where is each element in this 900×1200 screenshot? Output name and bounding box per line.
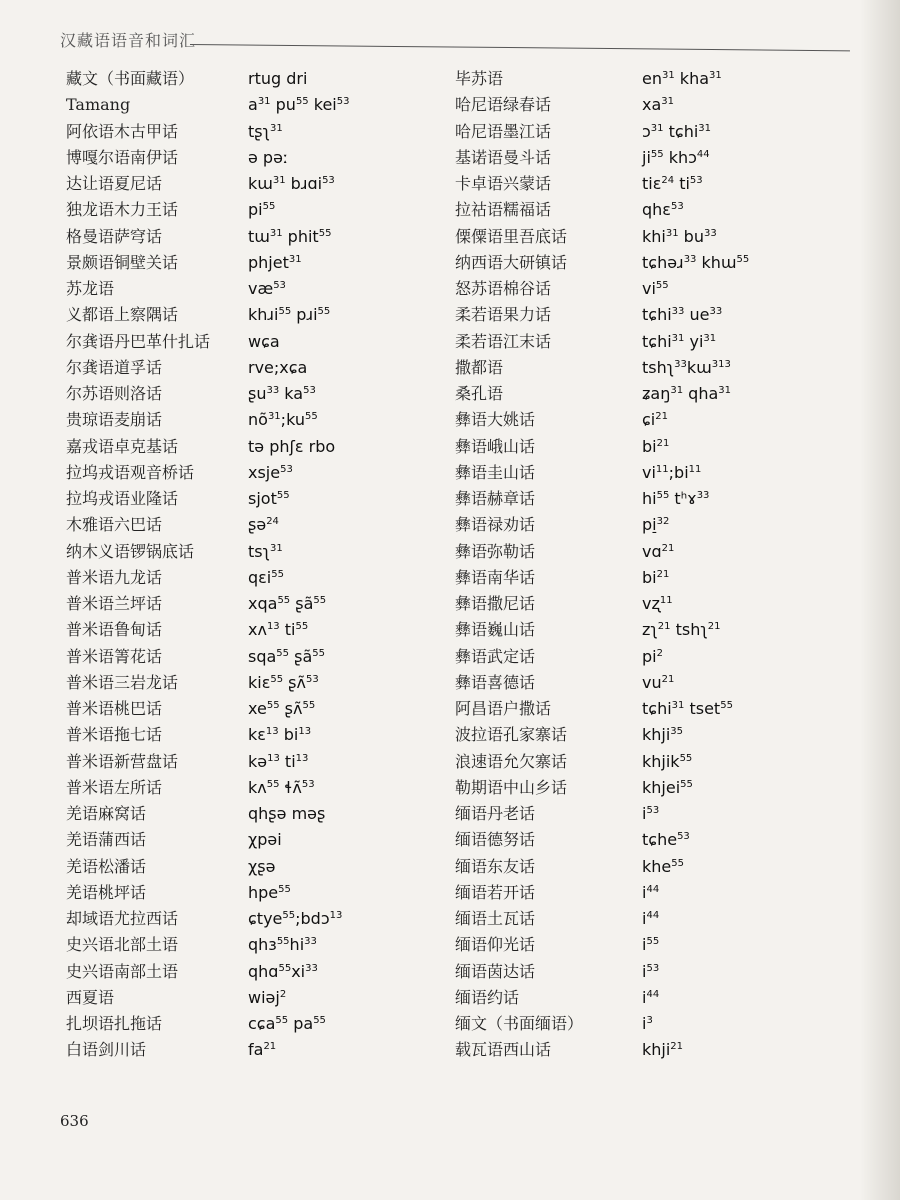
dialect-name: 普米语箐花话 [66, 646, 163, 666]
entry-row [455, 119, 875, 145]
dialect-name: 波拉语孔家寨话 [455, 725, 568, 745]
entry-row [455, 381, 875, 407]
running-header-title: 汉藏语语音和词汇 [60, 31, 197, 50]
dialect-name: 藏文（书面藏语） [66, 69, 195, 88]
word-form: $i^{53}$ [642, 961, 660, 981]
dialect-name: 嘉戎语卓克基话 [66, 436, 179, 456]
entry-row [455, 775, 875, 801]
dialect-name: 勒期语中山乡话 [455, 777, 568, 797]
header-rule [190, 44, 850, 51]
word-form: qhɛ$^{53}$ [642, 200, 684, 220]
word-form: khi$^{31}$ $bu^{33}$ [642, 226, 717, 246]
entry-row [455, 565, 875, 591]
dialect-name: 缅语东友话 [455, 856, 536, 876]
entry-row [66, 66, 446, 92]
entry-row [66, 539, 446, 565]
dialect-name: 缅语约话 [455, 987, 520, 1007]
word-form: cɕa$^{55}$ $pa^{55}$ [248, 1014, 326, 1033]
dialect-name: 彝语喜德话 [455, 672, 536, 692]
word-form: wɕa [248, 331, 280, 351]
word-form: tɕhe$^{53}$ [642, 830, 690, 850]
word-form: $vu^{21}$ [642, 672, 675, 692]
word-form: vʐ$^{11}$ [642, 594, 673, 613]
dialect-name: 西夏语 [66, 987, 115, 1007]
word-form: $vi^{55}$ [642, 279, 669, 298]
word-form: $i^{55}$ [642, 935, 660, 955]
dialect-name: 彝语南华话 [455, 567, 536, 587]
word-form: $en^{31}$ kha$^{31}$ [642, 69, 722, 88]
dialect-name: Tamang [66, 95, 131, 115]
word-form: ʂu$^{33}$ $ka^{53}$ [248, 384, 316, 403]
dialect-name: 哈尼语墨江话 [455, 121, 552, 141]
dialect-name: 拉祜语糯福话 [455, 200, 552, 220]
entry-row [455, 749, 875, 775]
word-form: $qhɜ^{55}hi^{33}$ [248, 935, 317, 955]
dialect-name: 普米语新营盘话 [66, 751, 179, 771]
entry-row [455, 906, 875, 932]
word-form: rtug dri [248, 69, 308, 88]
word-form: khɹi$^{55}$ pɹi$^{55}$ [248, 305, 331, 325]
entry-row [455, 539, 875, 565]
word-form: $fa^{21}$ [248, 1040, 277, 1060]
dialect-name: 彝语巍山话 [455, 620, 536, 640]
entry-row [66, 775, 446, 801]
entry-row [66, 355, 446, 381]
entry-row [455, 801, 875, 827]
dialect-name: 载瓦语西山话 [455, 1040, 552, 1060]
word-form: tɕhi$^{31}$ tset$^{55}$ [642, 699, 733, 718]
word-form: tshʅ$^{33}$kɯ$^{313}$ [642, 357, 731, 377]
word-form: sjot$^{55}$ [248, 489, 290, 508]
dialect-name: 普米语鲁甸话 [66, 620, 163, 640]
word-form: ɔ$^{31}$ tɕhi$^{31}$ [642, 121, 712, 141]
word-form: ɕtye$^{55}$;bdɔ$^{13}$ [248, 909, 343, 928]
dialect-name: 缅语仰光话 [455, 935, 536, 955]
word-form: $i^{53}$ [642, 804, 660, 823]
dialect-name: 史兴语南部土语 [66, 961, 179, 981]
dialect-name: 羌语蒲西话 [66, 830, 147, 850]
right-column [455, 66, 875, 1064]
dialect-name: 博嘎尔语南伊话 [66, 147, 179, 167]
dialect-name: 彝语圭山话 [455, 462, 536, 482]
word-form: $xa^{31}$ [642, 95, 675, 115]
word-form: xʌ$^{13}$ $ti^{55}$ [248, 620, 309, 640]
dialect-name: 阿依语木古甲话 [66, 121, 179, 141]
word-form: $hi^{55}$ tʰɤ$^{33}$ [642, 489, 710, 508]
entry-row [66, 224, 446, 250]
word-form: xsje$^{53}$ [248, 462, 293, 482]
entry-row [455, 1011, 875, 1037]
word-form: $xe^{55}$ ʂʌ̃$^{55}$ [248, 699, 316, 718]
dialect-name: 阿昌语户撒话 [455, 699, 552, 718]
entry-row [66, 381, 446, 407]
entry-row [455, 302, 875, 328]
dialect-name: 史兴语北部土语 [66, 935, 179, 955]
dialect-name: 苏龙语 [66, 279, 115, 298]
entry-row [66, 197, 446, 223]
dialect-name: 格曼语萨穹话 [66, 226, 163, 246]
entry-row [66, 565, 446, 591]
entry-row [455, 512, 875, 538]
entry-row [66, 696, 446, 722]
entry-row [66, 512, 446, 538]
word-form: kɛ$^{13}$ $bi^{13}$ [248, 725, 312, 745]
word-form: ə pəː [248, 147, 289, 167]
dialect-name: 普米语九龙话 [66, 567, 163, 587]
dialect-name: 景颇语铜壁关话 [66, 252, 179, 272]
word-form: tɕhəɹ$^{33}$ khɯ$^{55}$ [642, 252, 750, 272]
entry-row [66, 617, 446, 643]
dialect-name: 彝语弥勒话 [455, 541, 536, 561]
word-form: ʑaŋ$^{31}$ qha$^{31}$ [642, 384, 731, 403]
word-form: $i^3$ [642, 1014, 653, 1033]
word-form: $væ^{53}$ [248, 279, 286, 298]
entry-row [455, 1037, 875, 1063]
dialect-name: 柔若语果力话 [455, 305, 552, 325]
dialect-name: 毕苏语 [455, 69, 504, 88]
entry-row [66, 1011, 446, 1037]
dialect-name: 白语剑川话 [66, 1040, 147, 1060]
entry-row [455, 197, 875, 223]
entry-row [66, 670, 446, 696]
entry-row [66, 302, 446, 328]
entry-row [66, 250, 446, 276]
entry-row [66, 932, 446, 958]
dialect-name: 缅语土瓦话 [455, 909, 536, 928]
dialect-name: 纳木义语锣锅底话 [66, 541, 195, 561]
entry-row [455, 486, 875, 512]
word-form: khjik$^{55}$ [642, 751, 693, 771]
word-form: $pi^{55}$ [248, 200, 276, 220]
entry-row [66, 434, 446, 460]
dialect-name: 拉坞戎语业隆话 [66, 489, 179, 508]
entry-row [66, 722, 446, 748]
entry-row [66, 407, 446, 433]
entry-row [66, 644, 446, 670]
dialect-name: 贵琼语麦崩话 [66, 410, 163, 430]
entry-row [455, 329, 875, 355]
entry-row [455, 696, 875, 722]
dialect-name: 浪速语允欠寨话 [455, 751, 568, 771]
word-form: tɕhi$^{33}$ $ue^{33}$ [642, 305, 723, 325]
word-form: wiəj$^2$ [248, 987, 287, 1007]
word-form: sqa$^{55}$ ʂã$^{55}$ [248, 646, 325, 666]
dialect-name: 独龙语木力王话 [66, 200, 179, 220]
word-form: χʂə [248, 856, 276, 876]
entry-row [455, 92, 875, 118]
entry-row [455, 854, 875, 880]
word-form: $i^{44}$ [642, 882, 660, 902]
entry-row [66, 749, 446, 775]
word-form: $qhɑ^{55}xi^{33}$ [248, 961, 318, 981]
word-form: ɕi$^{21}$ [642, 410, 668, 430]
word-form: tə phʃɛ rbo [248, 436, 336, 456]
dialect-name: 普米语拖七话 [66, 725, 163, 745]
word-form: khji$^{35}$ [642, 725, 684, 745]
word-form: kɯ$^{31}$ bɹɑi$^{53}$ [248, 174, 335, 193]
word-form: kʌ$^{55}$ ɬʌ̃$^{53}$ [248, 777, 315, 797]
entry-row [455, 224, 875, 250]
dialect-name: 缅语茵达话 [455, 961, 536, 981]
dialect-name: 彝语撒尼话 [455, 594, 536, 613]
dialect-name: 卡卓语兴蒙话 [455, 174, 552, 193]
word-form: qhʂə məʂ [248, 804, 326, 823]
entry-row [455, 644, 875, 670]
word-form: $a^{31}$ $pu^{55}$ kei$^{53}$ [248, 95, 350, 115]
word-form: khe$^{55}$ [642, 856, 684, 876]
left-column [66, 66, 446, 1064]
dialect-name: 尔龚语道孚话 [66, 357, 163, 377]
entry-row [66, 329, 446, 355]
entry-row [455, 985, 875, 1011]
entry-row [455, 407, 875, 433]
dialect-name: 却域语尤拉西话 [66, 909, 179, 928]
entry-row [66, 801, 446, 827]
word-form: xqa$^{55}$ ʂã$^{55}$ [248, 594, 327, 613]
dialect-name: 彝语禄劝话 [455, 515, 536, 535]
dialect-name: 纳西语大研镇话 [455, 252, 568, 272]
entry-row [455, 670, 875, 696]
word-form: kiɛ$^{55}$ ʂʌ̃$^{53}$ [248, 672, 319, 692]
dialect-name: 缅文（书面缅语） [455, 1014, 584, 1033]
dialect-name: 义都语上察隅话 [66, 305, 179, 325]
word-form: tʂʅ$^{31}$ [248, 121, 283, 141]
word-form: rve;xɕa [248, 357, 308, 377]
dialect-name: 桑孔语 [455, 384, 504, 403]
entry-row [455, 171, 875, 197]
dialect-name: 怒苏语棉谷话 [455, 279, 552, 298]
dialect-name: 羌语麻窝话 [66, 804, 147, 823]
entry-row [66, 119, 446, 145]
entry-row [455, 66, 875, 92]
word-form: $vi^{11};bi^{11}$ [642, 462, 702, 482]
entry-row [66, 486, 446, 512]
entry-row [66, 460, 446, 486]
dialect-name: 傈僳语里吾底话 [455, 226, 568, 246]
word-form: hpe$^{55}$ [248, 882, 291, 902]
entry-row [66, 1037, 446, 1063]
word-form: khji$^{21}$ [642, 1040, 684, 1060]
word-form: phjet$^{31}$ [248, 252, 302, 272]
dialect-name: 缅语德努话 [455, 830, 536, 850]
entry-row [66, 854, 446, 880]
dialect-name: 羌语松潘话 [66, 856, 147, 876]
dialect-name: 柔若语江末话 [455, 331, 552, 351]
entry-row [455, 460, 875, 486]
entry-row [455, 591, 875, 617]
word-form: zʅ$^{21}$ tshʅ$^{21}$ [642, 620, 721, 640]
entry-row [66, 171, 446, 197]
entry-row [455, 276, 875, 302]
dialect-name: 普米语兰坪话 [66, 594, 163, 613]
entry-row [66, 959, 446, 985]
entry-row [66, 276, 446, 302]
dialect-name: 普米语左所话 [66, 777, 163, 797]
entry-row [455, 250, 875, 276]
entry-row [455, 959, 875, 985]
dialect-name: 扎坝语扎拖话 [66, 1014, 163, 1033]
word-form: $pi^2$ [642, 646, 663, 666]
dialect-name: 尔龚语丹巴革什扎话 [66, 331, 211, 351]
word-form: kə$^{13}$ $ti^{13}$ [248, 751, 309, 771]
entry-row [455, 827, 875, 853]
word-form: $i^{44}$ [642, 987, 660, 1007]
dialect-name: 尔苏语则洛话 [66, 384, 163, 403]
entry-row [455, 617, 875, 643]
dialect-name: 基诺语曼斗话 [455, 147, 552, 167]
entry-row [455, 434, 875, 460]
word-form: ʂə$^{24}$ [248, 515, 279, 535]
word-form: tsʅ$^{31}$ [248, 541, 283, 561]
entry-row [455, 880, 875, 906]
entry-row [455, 932, 875, 958]
page-number: 636 [60, 1112, 89, 1130]
dialect-name: 羌语桃坪话 [66, 882, 147, 902]
word-form: vɑ$^{21}$ [642, 541, 675, 561]
dialect-name: 彝语峨山话 [455, 436, 536, 456]
word-form: χpəi [248, 830, 282, 850]
entry-row [455, 722, 875, 748]
entry-row [66, 92, 446, 118]
word-form: $nõ^{31};ku^{55}$ [248, 410, 318, 430]
dialect-name: 撒都语 [455, 357, 504, 377]
dialect-name: 彝语大姚话 [455, 410, 536, 430]
word-form: $bi^{21}$ [642, 567, 670, 587]
word-form: qɛi$^{55}$ [248, 567, 284, 587]
dialect-name: 哈尼语绿春话 [455, 95, 552, 115]
word-form: tɕhi$^{31}$ $yi^{31}$ [642, 331, 717, 351]
word-form: tɯ$^{31}$ phit$^{55}$ [248, 226, 332, 246]
entry-row [66, 145, 446, 171]
entry-row [66, 591, 446, 617]
dialect-name: 缅语丹老话 [455, 804, 536, 823]
entry-row [66, 985, 446, 1011]
dialect-name: 木雅语六巴话 [66, 515, 163, 535]
entry-row [66, 827, 446, 853]
dialect-name: 彝语赫章话 [455, 489, 536, 508]
dialect-name: 彝语武定话 [455, 646, 536, 666]
word-form: $ji^{55}$ khɔ$^{44}$ [642, 147, 710, 167]
dialect-name: 达让语夏尼话 [66, 174, 163, 193]
entry-row [455, 145, 875, 171]
entry-row [66, 906, 446, 932]
word-form: pi̠$^{32}$ [642, 515, 670, 535]
dialect-name: 普米语桃巴话 [66, 699, 163, 718]
running-header [60, 26, 850, 50]
dialect-name: 普米语三岩龙话 [66, 672, 179, 692]
entry-row [66, 880, 446, 906]
word-form: $bi^{21}$ [642, 436, 670, 456]
entry-row [455, 355, 875, 381]
dialect-name: 拉坞戎语观音桥话 [66, 462, 195, 482]
word-form: khjei$^{55}$ [642, 777, 693, 797]
dialect-name: 缅语若开话 [455, 882, 536, 902]
word-form: $i^{44}$ [642, 909, 660, 928]
word-form: tiɛ$^{24}$ $ti^{53}$ [642, 174, 703, 193]
